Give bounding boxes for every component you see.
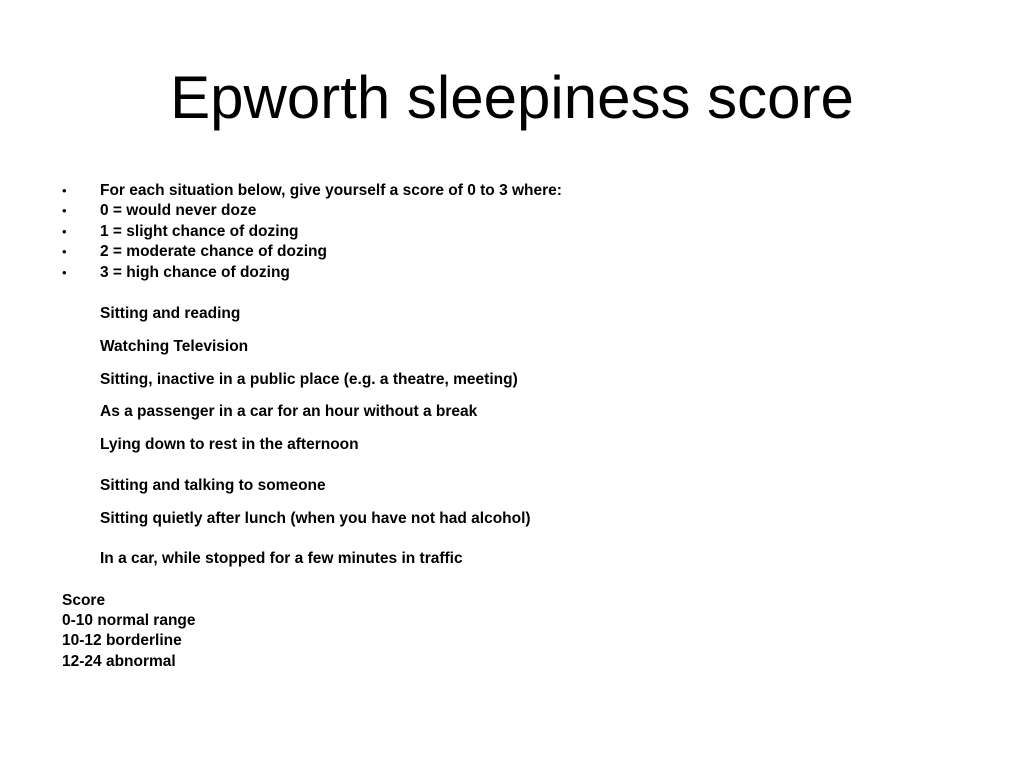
score-range: 0-10 normal range [62, 612, 196, 629]
instruction-text: 1 = slight chance of dozing [100, 223, 299, 240]
score-range: 12-24 abnormal [62, 653, 176, 670]
bullet-icon: • [62, 265, 67, 280]
bullet-icon: • [62, 183, 67, 198]
instruction-text: 3 = high chance of dozing [100, 264, 290, 281]
instruction-text: 2 = moderate chance of dozing [100, 243, 327, 260]
score-range: 10-12 borderline [62, 632, 182, 649]
situation-item: Watching Television [100, 338, 249, 355]
situation-item: As a passenger in a car for an hour without a break [100, 403, 478, 420]
score-heading: Score [62, 592, 106, 609]
situation-item: Lying down to rest in the afternoon [100, 436, 359, 453]
instruction-text: 0 = would never doze [100, 202, 257, 219]
bullet-icon: • [62, 203, 67, 218]
situation-item: Sitting and reading [100, 305, 241, 322]
slide-title: Epworth sleepiness score [170, 64, 854, 131]
situation-item: In a car, while stopped for a few minutes in traffic [100, 550, 463, 567]
bullet-icon: • [62, 244, 67, 259]
instruction-text: For each situation below, give yourself a score of 0 to 3 where: [100, 182, 562, 199]
bullet-icon: • [62, 224, 67, 239]
situation-item: Sitting and talking to someone [100, 477, 326, 494]
situation-item: Sitting, inactive in a public place (e.g. a theatre, meeting) [100, 371, 518, 388]
situation-item: Sitting quietly after lunch (when you have not had alcohol) [100, 510, 531, 527]
